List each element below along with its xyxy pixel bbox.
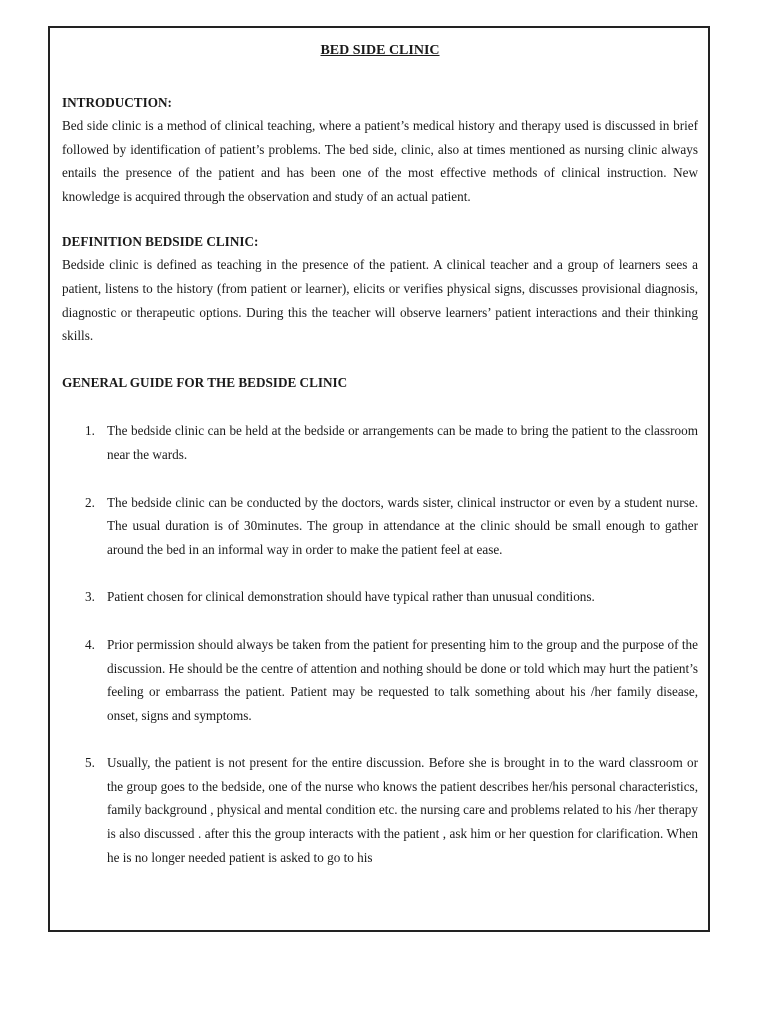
guide-list	[62, 419, 698, 869]
document-body	[62, 40, 698, 893]
guide-item-3	[62, 585, 698, 609]
guide-heading: GENERAL GUIDE FOR THE BEDSIDE CLINIC	[62, 374, 348, 390]
guide-item-1	[62, 419, 698, 466]
document-title: BED SIDE CLINIC	[320, 43, 440, 58]
introduction-paragraph: Bed side clinic is a method of clinical teaching, where a patient’s medical history and therapy used is discussed in brief followed by identification of patient’s problems. The bed side, clinic, also at times mentioned as nursing clinic always entails the presence of the patient and has been one of the most effective methods of clinical instruction. New knowledge is acquired through the observation and study of an actual patient.	[62, 118, 698, 204]
list-number: 1.	[85, 423, 95, 439]
guide-item-5	[62, 751, 698, 869]
list-item-text: Usually, the patient is not present for the entire discussion. Before she is brought in to the ward classroom or the group goes to the bedside, one of the nurse who knows the patient describes her/his personal characteristics, family background , physical and mental condition etc. the nursing care and problems related to his /her therapy is also discussed . after this the group interacts with the patient , ask him or her question for clarification. When he is no longer needed patient is asked to go to his	[107, 755, 698, 865]
list-number: 2.	[85, 494, 95, 510]
guide-item-4	[62, 633, 698, 727]
list-item-text: Prior permission should always be taken from the patient for presenting him to the group and the purpose of the discussion. He should be the centre of attention and nothing should be done or told which may hurt the patient’s feeling or embarrass the patient. Patient may be requested to talk something about his /her family disease, onset, signs and symptoms.	[107, 636, 698, 723]
list-number: 3.	[85, 589, 95, 605]
definition-paragraph: Bedside clinic is defined as teaching in the presence of the patient. A clinical teacher and a group of learners sees a patient, listens to the history (from patient or learner), elicits or verifies physical signs, discusses provisional diagnosis, diagnostic or therapeutic options. During this the teacher will observe learners’ patient interactions and their thinking skills.	[62, 257, 698, 344]
list-item-text: The bedside clinic can be held at the bedside or arrangements can be made to bring the patient to the classroom near the wards.	[107, 423, 698, 462]
list-number: 4.	[85, 636, 95, 652]
introduction-heading: INTRODUCTION:	[62, 95, 172, 110]
definition-heading: DEFINITION BEDSIDE CLINIC:	[62, 234, 259, 250]
guide-item-2	[62, 491, 698, 562]
list-item-text: Patient chosen for clinical demonstration should have typical rather than unusual conditions.	[107, 589, 595, 605]
list-item-text: The bedside clinic can be conducted by the doctors, wards sister, clinical instructor or even by a student nurse. The usual duration is of 30minutes. The group in attendance at the clinic should be small enough to gather around the bed in an informal way in order to make the patient feel at ease.	[107, 494, 698, 557]
list-number: 5.	[85, 755, 95, 771]
